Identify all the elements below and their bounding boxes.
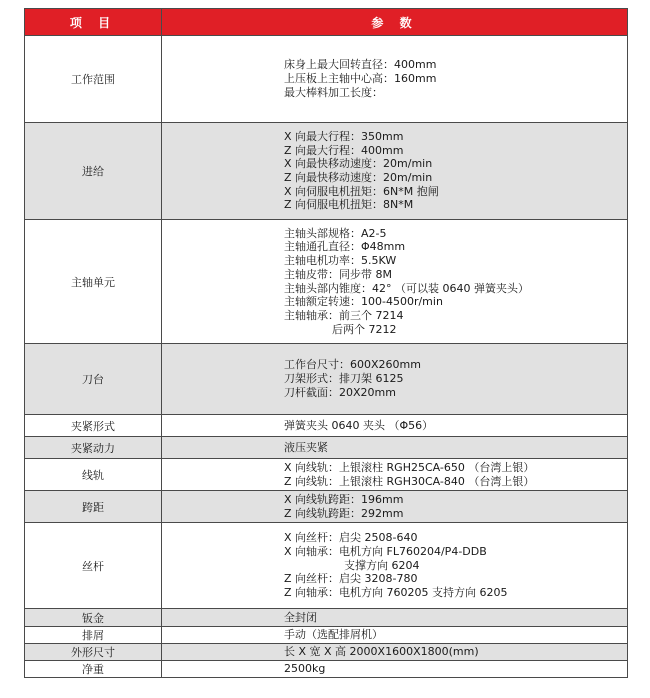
row-label: 工作范围 xyxy=(25,36,162,123)
value-line: 主轴轴承：前三个 7214 xyxy=(284,308,404,322)
table-row xyxy=(25,415,628,437)
row-label: 夹紧形式 xyxy=(25,415,162,437)
row-label: 净重 xyxy=(25,661,162,678)
row-values xyxy=(162,491,628,523)
row-label: 进给 xyxy=(25,123,162,220)
value-line: Z 向线轨跨距：292mm xyxy=(284,506,404,520)
row-label: 外形尺寸 xyxy=(25,644,162,661)
value-line: 最大棒料加工长度： xyxy=(284,85,383,99)
value-line: 支撑方向 6204 xyxy=(344,558,420,572)
value-line: 刀杆截面：20X20mm xyxy=(284,385,396,399)
row-values xyxy=(162,36,628,123)
value-line: 后两个 7212 xyxy=(332,322,397,336)
row-values xyxy=(162,627,628,644)
value-line: 全封闭 xyxy=(284,610,317,624)
value-line: 2500kg xyxy=(284,662,326,676)
table-row xyxy=(25,220,628,344)
value-line: 主轴头部规格：A2-5 xyxy=(284,226,387,240)
row-values xyxy=(162,123,628,220)
value-line: 主轴通孔直径：Φ48mm xyxy=(284,240,406,254)
row-values xyxy=(162,437,628,459)
value-line: 工作台尺寸：600X260mm xyxy=(284,358,421,372)
row-values xyxy=(162,459,628,491)
row-label: 跨距 xyxy=(25,491,162,523)
value-line: Z 向伺服电机扭矩：8N*M xyxy=(284,198,414,212)
value-line: 液压夹紧 xyxy=(284,440,328,454)
table-row xyxy=(25,609,628,627)
row-values xyxy=(162,415,628,437)
row-values xyxy=(162,609,628,627)
value-line: X 向丝杆：启尖 2508-640 xyxy=(284,531,418,545)
value-line: X 向线轨跨距：196mm xyxy=(284,492,404,506)
value-line: X 向最快移动速度：20m/min xyxy=(284,157,433,171)
row-values xyxy=(162,220,628,344)
value-line: Z 向最快移动速度：20m/min xyxy=(284,171,433,184)
value-line: Z 向丝杆：启尖 3208-780 xyxy=(284,572,418,586)
value-line: 长 X 宽 X 高 2000X1600X1800(mm) xyxy=(284,645,479,659)
row-label: 丝杆 xyxy=(25,523,162,609)
value-line: X 向伺服电机扭矩：6N*M 抱闸 xyxy=(284,184,439,198)
table-row xyxy=(25,491,628,523)
table-row xyxy=(25,437,628,459)
row-values xyxy=(162,644,628,661)
header-param: 参 数 xyxy=(162,9,628,36)
value-line: Z 向轴承：电机方向 760205 支持方向 6205 xyxy=(284,586,508,600)
value-line: 上压板上主轴中心高：160mm xyxy=(284,72,437,86)
value-line: Z 向线轨：上银滚柱 RGH30CA-840 （台湾上银） xyxy=(284,474,535,488)
table-row xyxy=(25,627,628,644)
row-label: 排屑 xyxy=(25,627,162,644)
value-line: 主轴皮带：同步带 8M xyxy=(284,267,392,281)
row-values xyxy=(162,523,628,609)
row-label: 钣金 xyxy=(25,609,162,627)
table-row xyxy=(25,123,628,220)
value-line: X 向线轨：上银滚柱 RGH25CA-650 （台湾上银） xyxy=(284,460,535,474)
table-row xyxy=(25,459,628,491)
header-item: 项 目 xyxy=(25,9,162,36)
value-line: 主轴额定转速：100-4500r/min xyxy=(284,295,443,309)
table-row xyxy=(25,523,628,609)
value-line: 主轴电机功率：5.5KW xyxy=(284,254,397,268)
table-row xyxy=(25,661,628,678)
row-values xyxy=(162,344,628,415)
value-line: 主轴头部内锥度：42° （可以装 0640 弹簧夹头） xyxy=(284,281,529,295)
row-label: 刀台 xyxy=(25,344,162,415)
header-row xyxy=(25,9,628,36)
table-row xyxy=(25,644,628,661)
row-label: 主轴单元 xyxy=(25,220,162,344)
value-line: X 向轴承：电机方向 FL760204/P4-DDB xyxy=(284,544,487,558)
value-line: 手动（选配排屑机） xyxy=(284,628,383,642)
row-values xyxy=(162,661,628,678)
table-row xyxy=(25,344,628,415)
value-line: 刀架形式：排刀架 6125 xyxy=(284,372,404,386)
row-label: 线轨 xyxy=(25,459,162,491)
spec-table xyxy=(24,8,628,678)
value-line: Z 向最大行程：400mm xyxy=(284,143,404,157)
value-line: 弹簧夹头 0640 夹头 （Φ56） xyxy=(284,418,434,432)
row-label: 夹紧动力 xyxy=(25,437,162,459)
value-line: X 向最大行程：350mm xyxy=(284,129,404,143)
value-line: 床身上最大回转直径：400mm xyxy=(284,58,437,72)
table-row xyxy=(25,36,628,123)
